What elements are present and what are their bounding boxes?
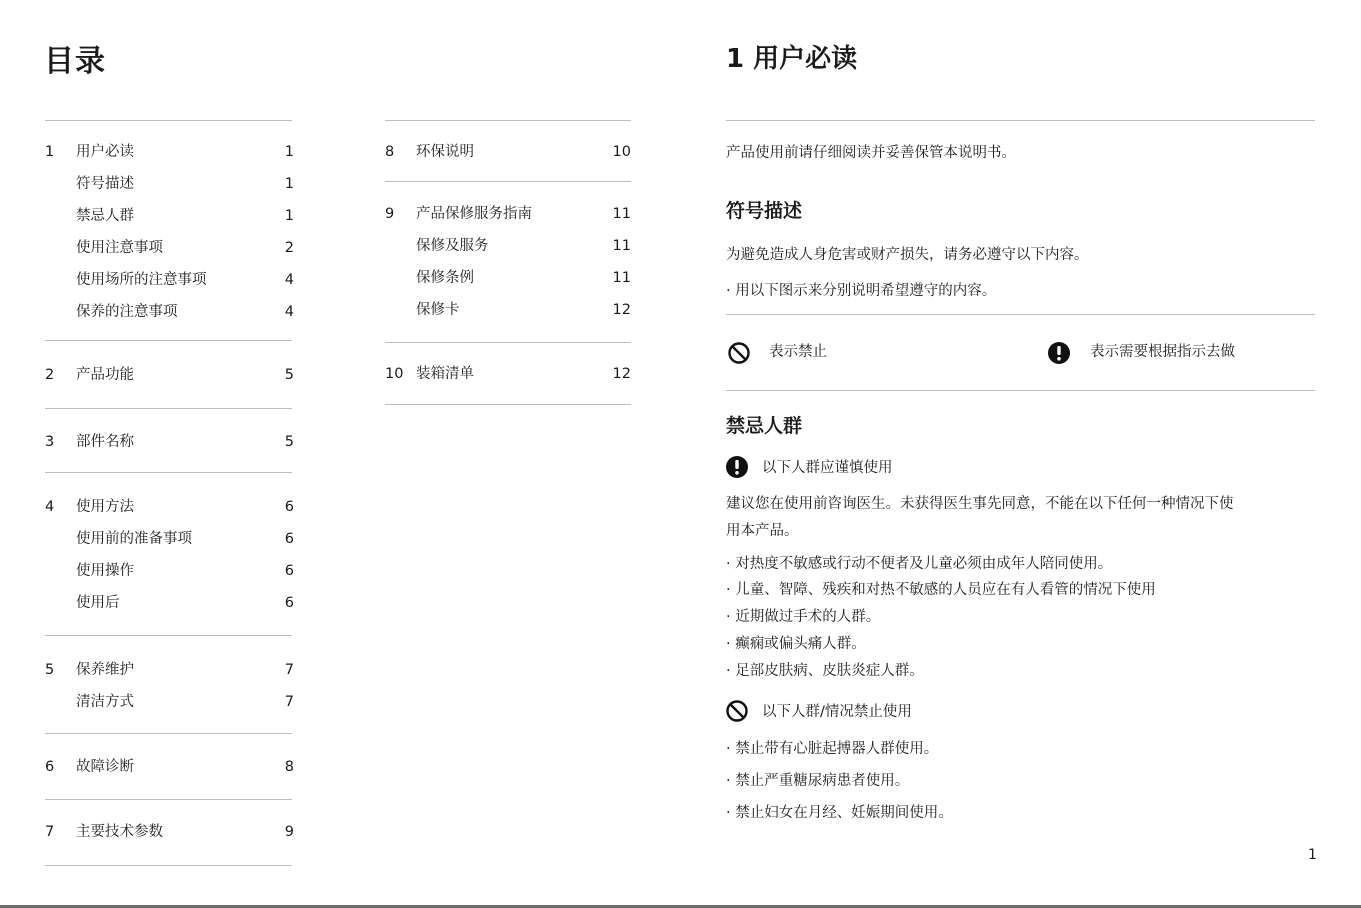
toc-entry-number: 1	[45, 144, 55, 160]
toc-divider	[45, 472, 292, 473]
advice-text: 用本产品。	[726, 523, 799, 539]
toc-divider	[385, 342, 631, 343]
toc-entry-page: 11	[612, 270, 631, 286]
caution-title: 以下人群应谨慎使用	[762, 460, 893, 476]
toc-entry-page: 11	[612, 206, 631, 222]
toc-entry-page: 10	[612, 144, 631, 160]
prohibit-item: · 禁止妇女在月经、妊娠期间使用。	[726, 805, 953, 821]
toc-entry-number: 6	[45, 759, 55, 775]
toc-entry-page: 5	[284, 434, 294, 450]
toc-entry-label[interactable]: 符号描述	[76, 176, 134, 192]
toc-divider	[45, 733, 292, 734]
toc-entry-label[interactable]: 使用方法	[76, 499, 134, 515]
toc-entry-number: 8	[385, 144, 395, 160]
section-divider	[726, 390, 1315, 391]
symbols-note: · 用以下图示来分别说明希望遵守的内容。	[726, 283, 997, 299]
toc-entry-number: 2	[45, 367, 55, 383]
mandatory-icon	[725, 455, 749, 479]
toc-entry-number: 7	[45, 824, 55, 840]
toc-entry-label[interactable]: 产品功能	[76, 367, 134, 383]
toc-entry-label[interactable]: 使用操作	[76, 563, 134, 579]
toc-entry-label[interactable]: 主要技术参数	[76, 824, 163, 840]
toc-entry-page: 6	[284, 499, 294, 515]
section-divider	[726, 120, 1315, 121]
prohibit-icon	[725, 699, 749, 723]
toc-entry-page: 11	[612, 238, 631, 254]
toc-divider	[385, 404, 631, 405]
toc-divider	[45, 340, 292, 341]
advice-text: 建议您在使用前咨询医生。未获得医生事先同意，不能在以下任何一种情况下使	[726, 496, 1234, 512]
toc-entry-label[interactable]: 故障诊断	[76, 759, 134, 775]
toc-entry-number: 10	[385, 366, 404, 382]
toc-title: 目录	[44, 44, 106, 79]
caution-item: · 癫痫或偏头痛人群。	[726, 636, 866, 652]
toc-entry-page: 5	[284, 367, 294, 383]
toc-entry-label[interactable]: 装箱清单	[416, 366, 474, 382]
toc-entry-number: 4	[45, 499, 55, 515]
intro-text: 产品使用前请仔细阅读并妥善保管本说明书。	[726, 145, 1016, 161]
toc-entry-page: 6	[284, 531, 294, 547]
caution-item: · 儿童、智障、残疾和对热不敏感的人员应在有人看管的情况下使用	[726, 582, 1156, 598]
toc-entry-page: 4	[284, 304, 294, 320]
toc-entry-page: 4	[284, 272, 294, 288]
toc-entry-label[interactable]: 保养的注意事项	[76, 304, 178, 320]
toc-entry-number: 9	[385, 206, 395, 222]
toc-entry-label[interactable]: 产品保修服务指南	[416, 206, 532, 222]
prohibit-label: 表示禁止	[769, 344, 827, 360]
toc-entry-page: 1	[284, 208, 294, 224]
toc-entry-label[interactable]: 保养维护	[76, 662, 134, 678]
toc-entry-label[interactable]: 保修及服务	[416, 238, 489, 254]
toc-entry-label[interactable]: 禁忌人群	[76, 208, 134, 224]
toc-entry-page: 1	[284, 176, 294, 192]
toc-entry-label[interactable]: 清洁方式	[76, 694, 134, 710]
prohibit-item: · 禁止严重糖尿病患者使用。	[726, 773, 910, 789]
prohibit-title: 以下人群/情况禁止使用	[762, 704, 912, 720]
toc-entry-page: 2	[284, 240, 294, 256]
toc-entry-number: 5	[45, 662, 55, 678]
contraindications-heading: 禁忌人群	[726, 415, 803, 437]
symbols-heading: 符号描述	[726, 200, 803, 222]
toc-divider	[385, 181, 631, 182]
prohibit-item: · 禁止带有心脏起搏器人群使用。	[726, 741, 939, 757]
toc-entry-page: 8	[284, 759, 294, 775]
toc-entry-page: 1	[284, 144, 294, 160]
toc-divider	[45, 120, 292, 121]
section-title: 1 用户必读	[726, 44, 858, 74]
symbols-description: 为避免造成人身危害或财产损失，请务必遵守以下内容。	[726, 247, 1089, 263]
toc-entry-label[interactable]: 使用场所的注意事项	[76, 272, 207, 288]
caution-item: · 足部皮肤病、皮肤炎症人群。	[726, 663, 924, 679]
toc-entry-page: 6	[284, 595, 294, 611]
page-number: 1	[1308, 847, 1317, 863]
toc-entry-label[interactable]: 环保说明	[416, 144, 474, 160]
toc-entry-label[interactable]: 使用前的准备事项	[76, 531, 192, 547]
toc-entry-label[interactable]: 使用后	[76, 595, 120, 611]
prohibit-icon	[727, 341, 751, 365]
toc-entry-label[interactable]: 部件名称	[76, 434, 134, 450]
toc-entry-label[interactable]: 保修卡	[416, 302, 460, 318]
toc-entry-page: 12	[612, 366, 631, 382]
mandatory-icon	[1047, 341, 1071, 365]
toc-entry-label[interactable]: 保修条例	[416, 270, 474, 286]
mandatory-label: 表示需要根据指示去做	[1090, 344, 1235, 360]
toc-divider	[45, 799, 292, 800]
caution-item: · 对热度不敏感或行动不便者及儿童必须由成年人陪同使用。	[726, 556, 1113, 572]
toc-divider	[45, 635, 292, 636]
toc-divider	[45, 408, 292, 409]
toc-entry-page: 9	[284, 824, 294, 840]
toc-divider	[45, 865, 292, 866]
toc-entry-label[interactable]: 用户必读	[76, 144, 134, 160]
toc-entry-page: 7	[284, 662, 294, 678]
caution-item: · 近期做过手术的人群。	[726, 609, 881, 625]
toc-entry-page: 7	[284, 694, 294, 710]
toc-entry-page: 12	[612, 302, 631, 318]
toc-divider	[385, 120, 631, 121]
section-divider	[726, 314, 1315, 315]
toc-entry-number: 3	[45, 434, 55, 450]
toc-entry-label[interactable]: 使用注意事项	[76, 240, 163, 256]
toc-entry-page: 6	[284, 563, 294, 579]
